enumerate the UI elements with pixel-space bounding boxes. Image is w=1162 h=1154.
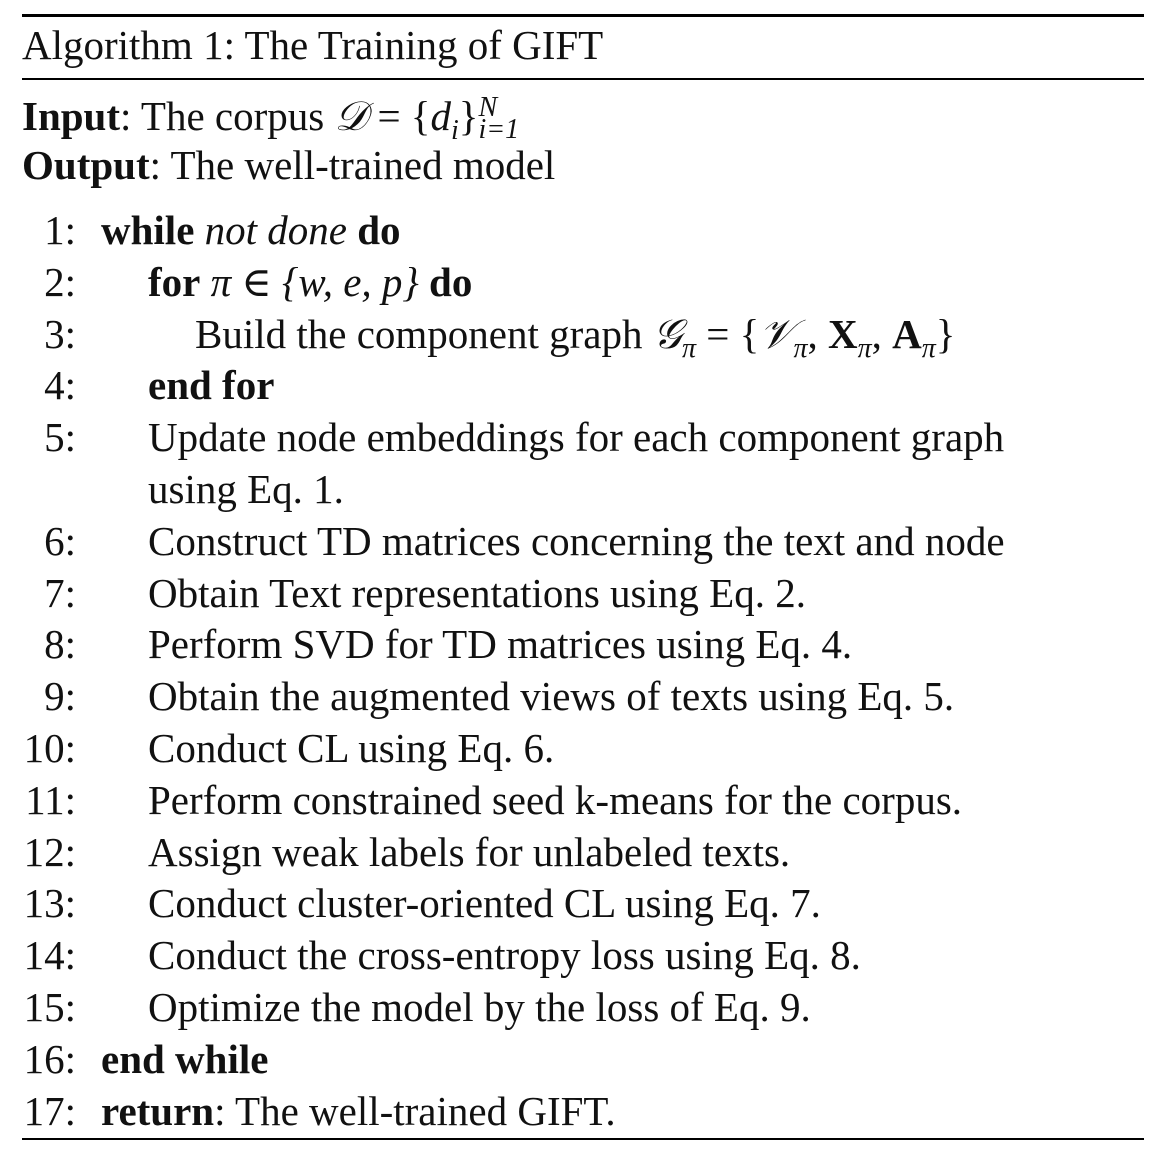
adjacency-matrix-symbol: A [892,310,922,357]
set-superscript: N [478,91,498,123]
line-number: 2: [44,258,76,305]
output-label: Output [22,142,150,188]
line-number: 17: [23,1087,76,1134]
line-content [148,359,274,411]
graph-subscript: π [681,332,696,364]
input-eq: = { [367,93,431,139]
line-text: Assign weak labels for unlabeled texts. [148,828,791,875]
caption-rule [22,78,1144,80]
output-line [22,140,555,190]
line-text: Conduct the cross-entropy loss using Eq. 8. [148,932,861,979]
line-text: Optimize the model by the loss of Eq. 9. [148,984,811,1030]
line-number: 6: [44,517,76,564]
line-content [148,929,861,981]
algorithm-caption: Algorithm 1: The Training of GIFT [22,22,604,68]
set-index [478,91,520,145]
line-number: 13: [23,880,76,927]
keyword: return [101,1087,215,1134]
line-number: 5: [44,414,76,461]
line-number: 9: [44,673,76,720]
separator: , [807,310,828,357]
line-content [101,1085,616,1137]
line-content [195,308,956,364]
line-number: 7: [44,569,76,616]
keyword: do [429,258,473,305]
closing-brace: } [935,310,956,357]
separator: , [871,310,893,357]
line-content [148,826,790,878]
output-text: : The well-trained model [149,142,556,188]
feature-subscript: π [857,332,872,364]
line-content [148,722,554,774]
line-text: : The well-trained GIFT. [214,1087,616,1134]
line-content [148,463,344,515]
line-content [148,981,811,1033]
feature-matrix-symbol: X [827,310,858,357]
line-text: Perform constrained seed k-means for the corpus. [148,776,963,823]
corpus-symbol: 𝒟 [334,92,368,140]
line-text: Construct TD matrices concerning the text and node [148,517,1005,564]
line-number: 16: [23,1035,76,1082]
vertex-subscript: π [793,332,808,364]
line-number: 15: [23,984,76,1030]
line-number: 10: [23,725,76,771]
line-content [101,1033,268,1085]
line-text: using Eq. 1. [148,466,344,512]
keyword: end while [101,1035,269,1082]
line-text: Perform SVD for TD matrices using Eq. 4. [148,621,853,668]
line-content [148,515,1005,567]
line-content [148,618,852,670]
condition-text: not done [194,207,358,253]
keyword: end for [148,362,275,409]
keyword: do [357,207,401,253]
loop-expression: π ∈ {w, e, p} [200,258,430,305]
equals-sign: = { [695,310,760,357]
adjacency-subscript: π [921,332,936,364]
line-content [148,670,954,722]
line-number: 14: [23,932,76,979]
top-rule [22,14,1144,17]
set-subscript: i=1 [478,113,520,145]
line-number: 8: [44,621,76,668]
keyword: while [101,207,195,253]
vertex-symbol: 𝒱 [759,309,794,358]
line-text: Obtain Text representations using Eq. 2. [148,569,806,616]
doc-subscript: i [451,115,459,147]
line-text: Conduct cluster-oriented CL using Eq. 7. [148,880,821,927]
line-content [148,256,472,308]
keyword: for [148,258,201,305]
doc-symbol: d [430,93,451,139]
input-close: } [458,93,479,139]
line-number: 12: [23,828,76,875]
input-text: : The corpus [120,93,335,139]
line-content [148,774,962,826]
line-number: 11: [25,776,76,823]
line-content [148,567,806,619]
line-number: 1: [44,207,76,253]
line-text: Conduct CL using Eq. 6. [148,725,555,771]
input-line [22,91,520,147]
line-text: Build the component graph [195,310,653,357]
line-content [148,877,821,929]
line-number: 4: [44,362,76,409]
line-number: 3: [44,310,76,357]
line-content [148,411,1004,463]
bottom-rule [22,1138,1144,1140]
line-content [101,204,401,256]
line-text: Update node embeddings for each component graph [148,414,1005,461]
line-text: Obtain the augmented views of texts using Eq. 5. [148,673,955,720]
input-label: Input [22,93,121,139]
graph-symbol: 𝒢 [652,309,682,358]
